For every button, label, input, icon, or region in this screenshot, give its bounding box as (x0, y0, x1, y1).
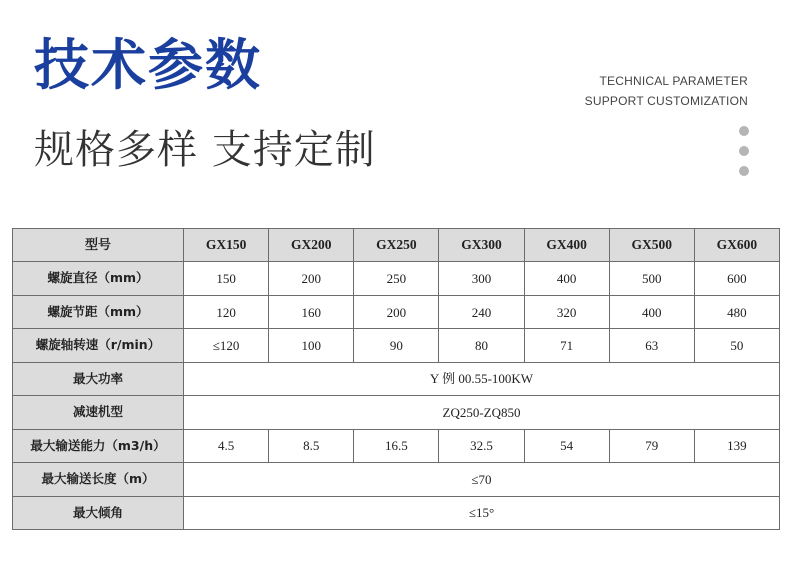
page-title: 技术参数 (34, 33, 263, 97)
row-label: 最大输送能力（m3/h） (13, 429, 184, 462)
row-label: 减速机型 (13, 396, 184, 429)
dot-icon (739, 146, 749, 156)
model-cell: GX400 (524, 229, 609, 262)
dot-icon (739, 166, 749, 176)
decorative-dots (739, 126, 749, 186)
table-cell: 50 (694, 329, 779, 362)
page-subtitle: 规格多样 支持定制 (34, 127, 376, 173)
table-row (13, 329, 780, 362)
table-cell: 63 (609, 329, 694, 362)
table-cell: 150 (184, 262, 269, 295)
table-header-row (13, 229, 780, 262)
header-cell-model: 型号 (13, 229, 184, 262)
table-cell: 200 (354, 295, 439, 328)
model-cell: GX600 (694, 229, 779, 262)
spec-table (12, 228, 780, 530)
merged-cell: Y 例 00.55-100KW (184, 362, 780, 395)
table-cell: 32.5 (439, 429, 524, 462)
table-cell: 320 (524, 295, 609, 328)
table-cell: 90 (354, 329, 439, 362)
table-cell: 480 (694, 295, 779, 328)
table-cell: 200 (269, 262, 354, 295)
row-label: 最大倾角 (13, 496, 184, 530)
merged-cell: ≤70 (184, 463, 780, 496)
table-cell: 400 (609, 295, 694, 328)
table-cell: 71 (524, 329, 609, 362)
model-cell: GX500 (609, 229, 694, 262)
model-cell: GX150 (184, 229, 269, 262)
model-cell: GX250 (354, 229, 439, 262)
table-cell: ≤120 (184, 329, 269, 362)
row-label: 最大功率 (13, 362, 184, 395)
table-cell: 250 (354, 262, 439, 295)
table-cell: 160 (269, 295, 354, 328)
english-tagline-1: TECHNICAL PARAMETER (599, 74, 748, 88)
table-cell: 600 (694, 262, 779, 295)
table-row (13, 362, 780, 395)
model-cell: GX200 (269, 229, 354, 262)
merged-cell: ≤15° (184, 496, 780, 530)
table-cell: 54 (524, 429, 609, 462)
table-cell: 400 (524, 262, 609, 295)
table-cell: 79 (609, 429, 694, 462)
table-cell: 16.5 (354, 429, 439, 462)
english-tagline-2: SUPPORT CUSTOMIZATION (584, 94, 748, 108)
table-row (13, 496, 780, 530)
row-label: 螺旋直径（mm） (13, 262, 184, 295)
table-cell: 80 (439, 329, 524, 362)
table-cell: 8.5 (269, 429, 354, 462)
table-cell: 139 (694, 429, 779, 462)
merged-cell: ZQ250-ZQ850 (184, 396, 780, 429)
dot-icon (739, 126, 749, 136)
table-cell: 120 (184, 295, 269, 328)
model-cell: GX300 (439, 229, 524, 262)
table-cell: 500 (609, 262, 694, 295)
table-cell: 4.5 (184, 429, 269, 462)
table-row (13, 396, 780, 429)
table-row (13, 262, 780, 295)
table-cell: 100 (269, 329, 354, 362)
row-label: 螺旋轴转速（r/min） (13, 329, 184, 362)
table-row (13, 463, 780, 496)
table-cell: 240 (439, 295, 524, 328)
table-cell: 300 (439, 262, 524, 295)
row-label: 最大输送长度（m） (13, 463, 184, 496)
table-row (13, 429, 780, 462)
table-row (13, 295, 780, 328)
row-label: 螺旋节距（mm） (13, 295, 184, 328)
